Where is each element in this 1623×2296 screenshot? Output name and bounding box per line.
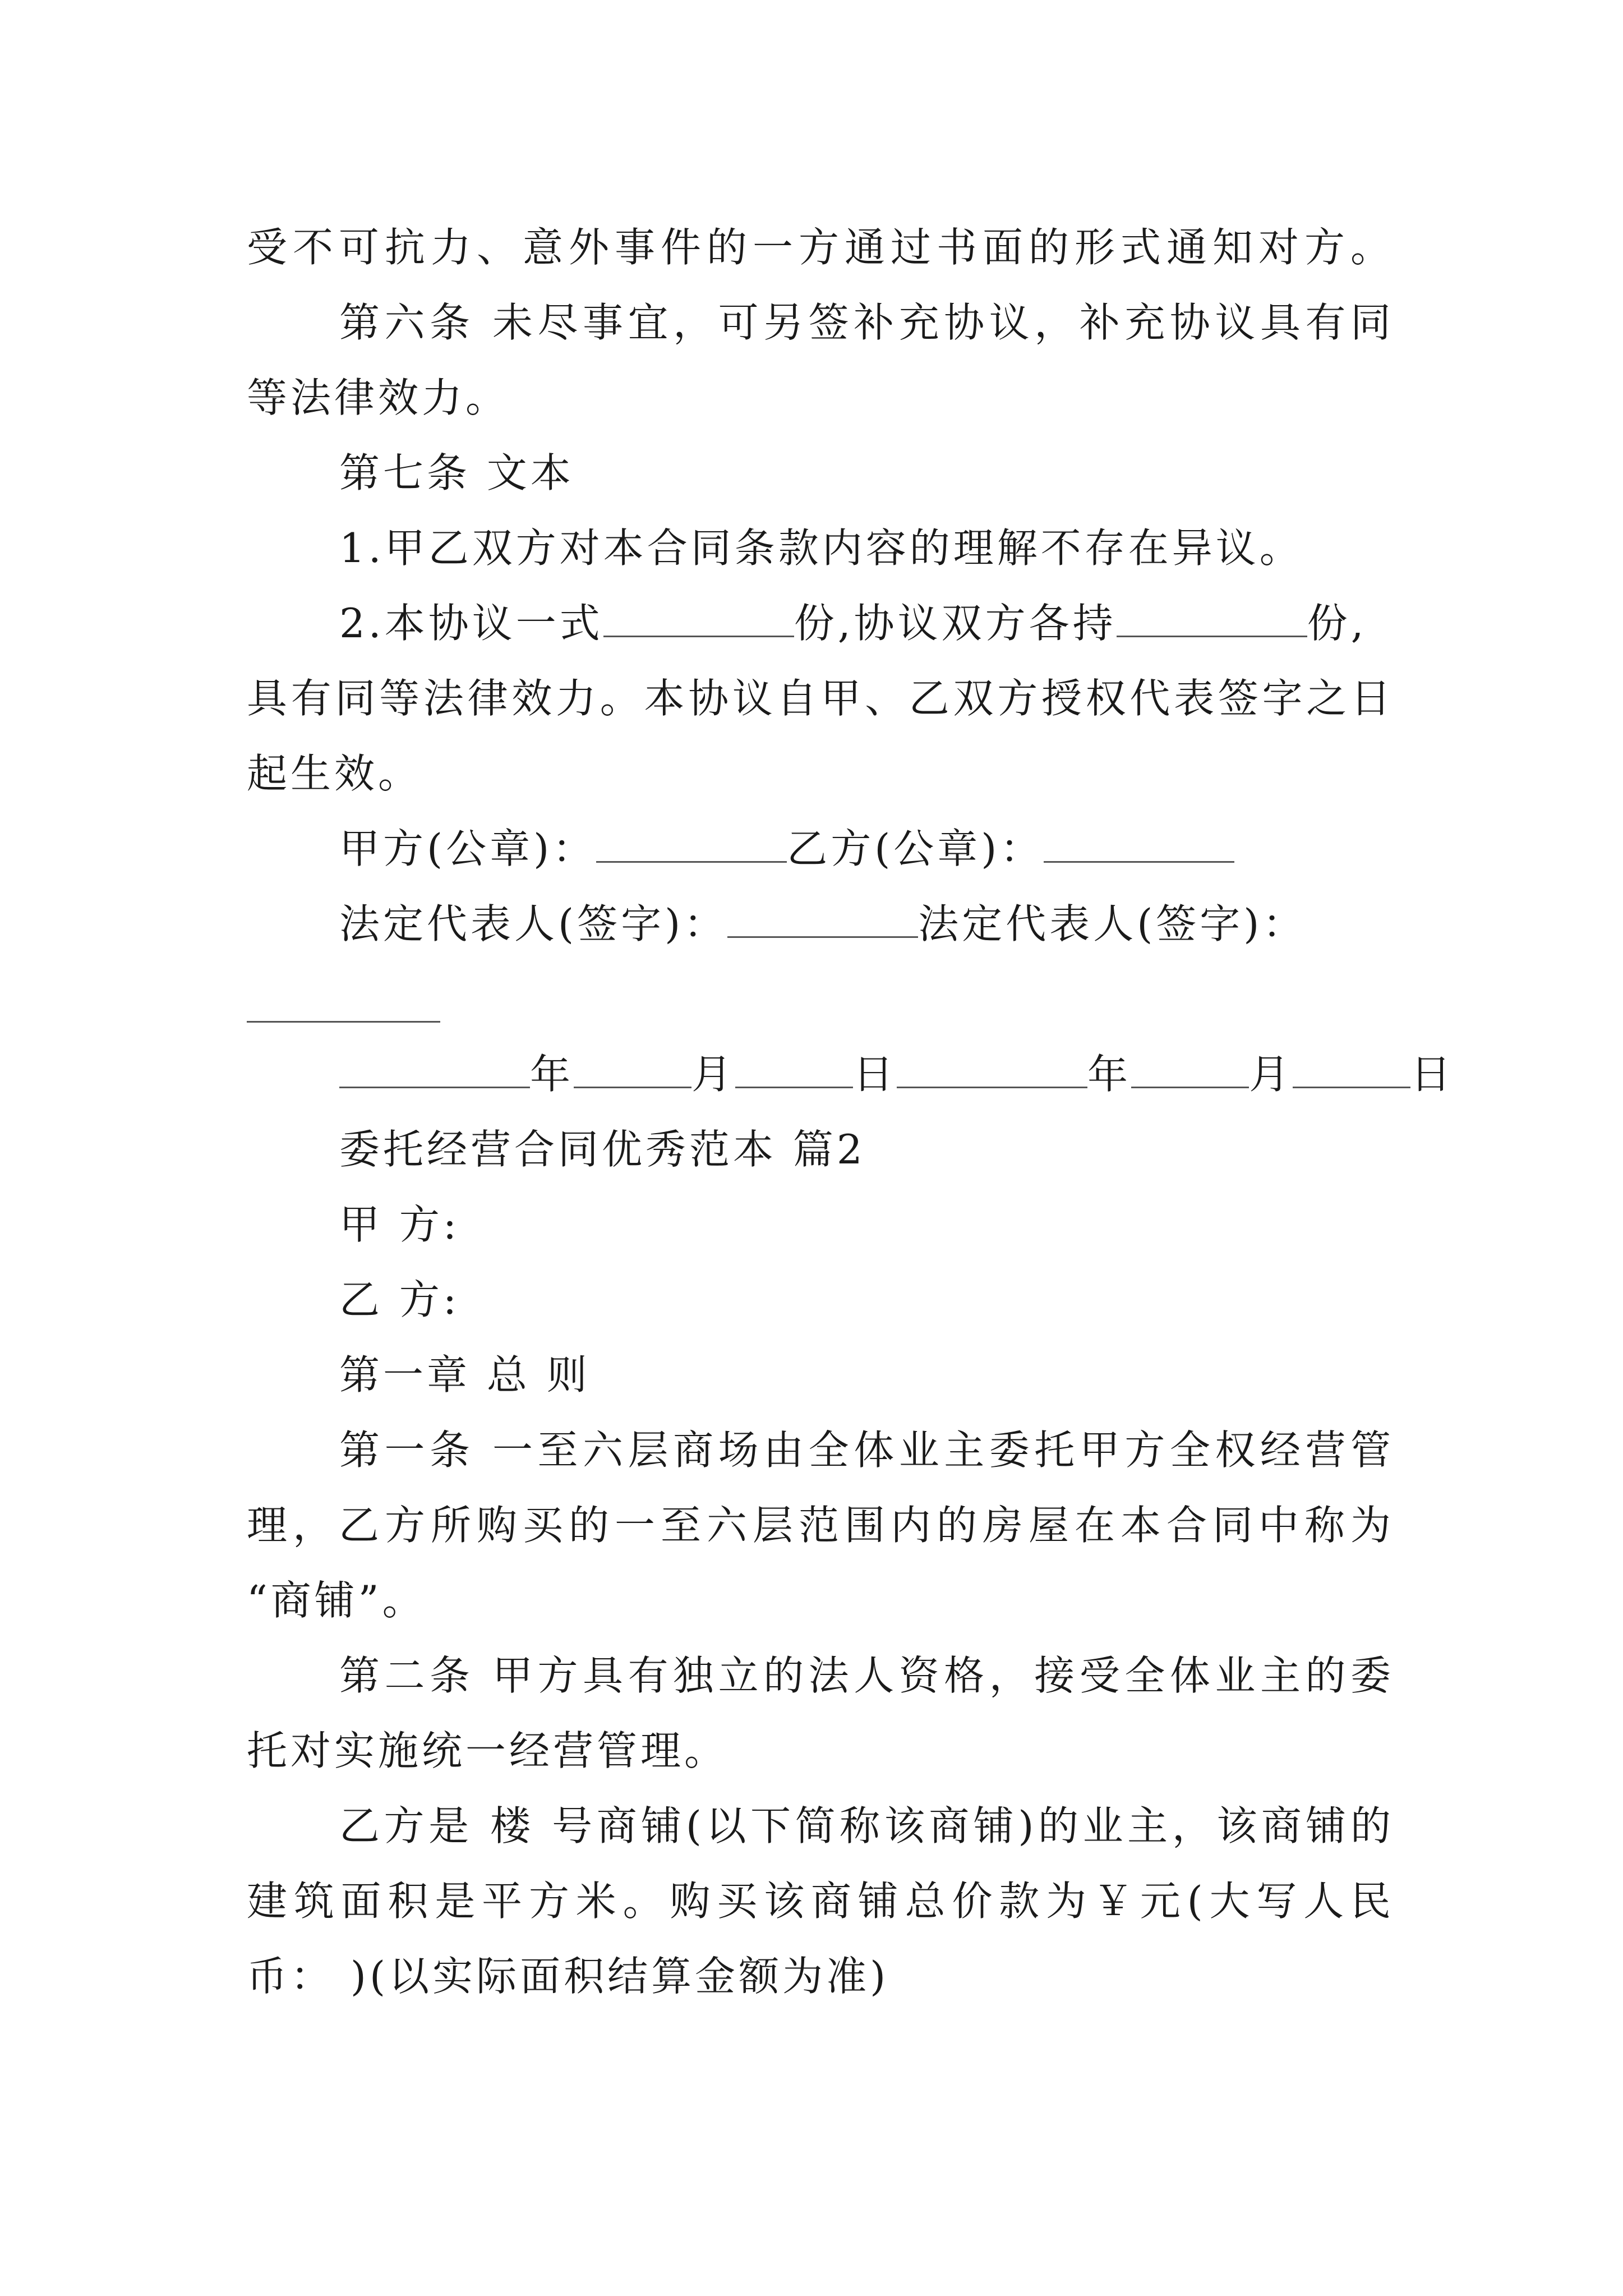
paragraph-line: “商铺”。 (247, 1577, 426, 1624)
paragraph-line: 理，乙方所购买的一至六层范围内的房屋在本合同中称为 (247, 1502, 1391, 1549)
paragraph-line: 具有同等法律效力。本协议自甲、乙双方授权代表签字之日 (247, 675, 1391, 722)
party-a-rep-blank (727, 898, 918, 938)
paragraph-line: 起生效。 (247, 750, 422, 797)
party-a-rep-label: 法定代表人(签字)： (339, 900, 728, 947)
day-label-2: 日 (1410, 1051, 1455, 1098)
day-blank-2 (1293, 1048, 1410, 1088)
paragraph-line: 托对实施统一经营管理。 (247, 1727, 728, 1774)
month-label: 月 (691, 1051, 736, 1098)
party-b-seal-label: 乙方(公章)： (787, 825, 1044, 872)
clause-2-line (339, 596, 1391, 650)
party-b-rep-blank (247, 1021, 440, 1023)
article-2-line: 第二条 甲方具有独立的法人资格，接受全体业主的委 (339, 1652, 1391, 1699)
date-line (339, 1047, 1455, 1101)
year-label-2: 年 (1087, 1051, 1132, 1098)
clause-2-text-a: 2.本协议一式 (339, 600, 603, 647)
signature-line (339, 897, 1391, 951)
year-label: 年 (530, 1051, 574, 1098)
paragraph-line: 币： )(以实际面积结算金额为准) (247, 1953, 889, 2000)
article-1-line: 第一条 一至六层商场由全体业主委托甲方全权经营管 (339, 1427, 1391, 1474)
article-7-heading: 第七条 文本 (339, 449, 574, 496)
year-blank (339, 1048, 530, 1088)
paragraph-line: 建筑面积是平方米。购买该商铺总价款为￥元(大写人民 (247, 1878, 1391, 1925)
month-blank-2 (1131, 1048, 1249, 1088)
copies-total-blank (603, 597, 794, 637)
day-blank (735, 1048, 853, 1088)
party-a-seal-label: 甲方(公章)： (339, 825, 597, 872)
paragraph-line: 乙方是 楼 号商铺(以下简称该商铺)的业主，该商铺的 (339, 1802, 1391, 1849)
clause-1-line: 1.甲乙双方对本合同条款内容的理解不存在异议。 (339, 524, 1303, 572)
seal-line (339, 822, 1391, 876)
clause-2-text-c: 份, (1307, 600, 1367, 647)
section-title: 委托经营合同优秀范本 篇2 (339, 1126, 866, 1173)
year-blank-2 (897, 1048, 1087, 1088)
paragraph-line: 等法律效力。 (247, 374, 510, 421)
party-a-seal-blank (596, 823, 787, 863)
month-blank (574, 1048, 691, 1088)
article-6-line: 第六条 未尽事宜，可另签补充协议，补充协议具有同 (339, 299, 1391, 346)
party-b-seal-blank (1044, 823, 1234, 863)
party-b-rep-label: 法定代表人(签字)： (918, 900, 1307, 947)
day-label: 日 (853, 1051, 897, 1098)
month-label-2: 月 (1249, 1051, 1293, 1098)
chapter-1-heading: 第一章 总 则 (339, 1351, 591, 1398)
party-b-line: 乙 方: (339, 1276, 460, 1323)
clause-2-text-b: 份,协议双方各持 (794, 600, 1117, 647)
copies-each-blank (1117, 597, 1307, 637)
paragraph-line: 受不可抗力、意外事件的一方通过书面的形式通知对方。 (247, 224, 1391, 271)
party-a-line: 甲 方: (339, 1201, 460, 1248)
